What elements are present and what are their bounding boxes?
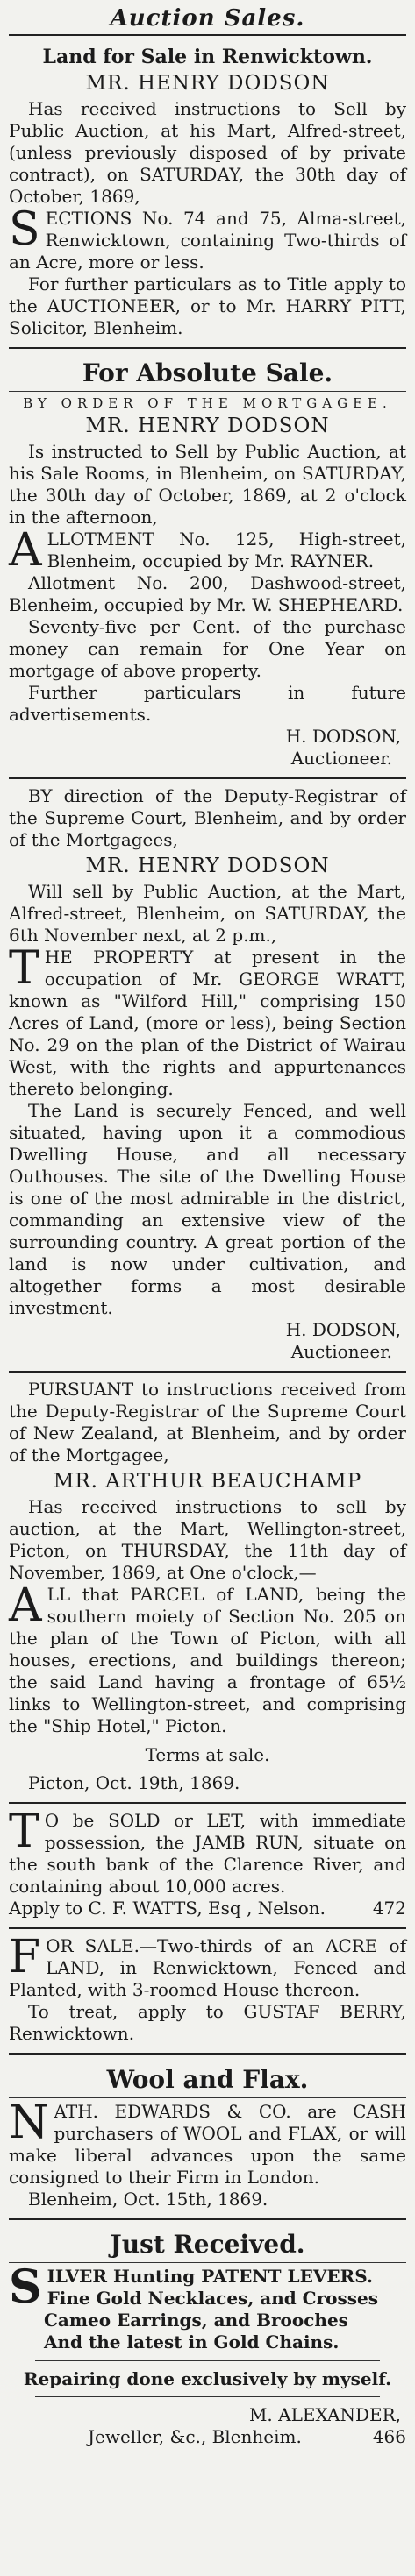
ad-paragraph: Further particulars in future advertisements.	[9, 682, 406, 725]
divider	[9, 2218, 406, 2220]
divider	[9, 2053, 406, 2055]
ad-paragraph: BY direction of the Deputy-Registrar of the Supreme Court, Blenheim, and by order of the Mortgagees,	[9, 785, 406, 850]
ad-land-renwicktown	[9, 39, 406, 344]
ad-paragraph: Seventy-five per Cent. of the purchase money can remain for One Year on mortgage of above property.	[9, 616, 406, 681]
ad-ref-number: 472	[372, 1898, 406, 1919]
signature-role: Auctioneer.	[290, 1341, 392, 1362]
ad-line: And the latest in Gold Chains.	[44, 2331, 340, 2352]
ad-title: Wool and Flax.	[106, 2065, 309, 2094]
divider	[9, 2262, 406, 2263]
signature	[9, 2404, 406, 2426]
apply-line	[9, 1898, 406, 1920]
auctioneer-name: MR. HENRY DODSON	[85, 72, 330, 95]
ad-wool-flax	[9, 2058, 406, 2216]
auctioneer-name: MR. ARTHUR BEAUCHAMP	[53, 1470, 362, 1493]
divider	[9, 1371, 406, 1373]
ad-paragraph: To treat, apply to GUSTAF BERRY, Renwicktown.	[9, 2001, 406, 2044]
ad-paragraph: The Land is securely Fenced, and well situated, having upon it a commodious Dwelling House, and all necessary Outhouses. The site of the Dwelling House is one of the most admirable in the district, commanding an extensive view of the surrounding country. A great portion of the land is now under cultivation, and altogether forms a most desirable investment.	[9, 1100, 406, 1318]
divider	[9, 391, 406, 392]
divider	[35, 2396, 380, 2397]
auctioneer-name: MR. HENRY DODSON	[85, 855, 330, 877]
ad-line: Fine Gold Necklaces, and Crosses	[47, 2288, 378, 2309]
ad-absolute-sale	[9, 351, 406, 775]
terms-line: Terms at sale.	[145, 1744, 270, 1765]
ad-title: For Absolute Sale.	[82, 358, 333, 387]
ad-paragraph: ALLOTMENT No. 125, High-street, Blenheim, occupied by Mr. RAYNER.	[9, 524, 406, 577]
ad-paragraph: FOR SALE.—Two-thirds of an ACRE of LAND, in Renwicktown, Fenced and Planted, with 3-roomed House thereon.	[9, 1931, 406, 2000]
signature-name: M. ALEXANDER,	[248, 2404, 401, 2425]
signature-name: H. DODSON,	[285, 726, 401, 747]
ad-paragraph: ALL that PARCEL of LAND, being the southern moiety of Section No. 205 on the plan of the Town of Picton, with all houses, erections, and buildings thereon; the said Land having a frontage of 65½ links to Wellington-street, and comprising the "Ship Hotel," Picton.	[9, 1579, 406, 1736]
ad-paragraph: Has received instructions to Sell by Public Auction, at his Mart, Alfred-street, (unless previously disposed of by private contract), on SATURDAY, the 30th day of October, 1869,	[9, 98, 406, 207]
ad-paragraph: NATH. EDWARDS & CO. are CASH purchasers of WOOL and FLAX, or will make liberal advances upon the same consigned to their Firm in London.	[9, 2097, 406, 2188]
apply-text: Apply to C. F. WATTS, Esq , Nelson.	[9, 1898, 326, 1919]
ad-paragraph: Is instructed to Sell by Public Auction, at his Sale Rooms, in Blenheim, on SATURDAY, the 30th day of October, 1869, at 2 o'clock in the afternoon,	[9, 441, 406, 528]
divider	[9, 2097, 406, 2098]
auctioneer-name: MR. HENRY DODSON	[85, 415, 330, 437]
ad-wilford-hill	[9, 782, 406, 1368]
ad-paragraph: Allotment No. 200, Dashwood-street, Blenheim, occupied by Mr. W. SHEPHEARD.	[9, 572, 406, 615]
signature-name: H. DODSON,	[285, 1319, 401, 1340]
ad-for-sale-renwicktown	[9, 1932, 406, 2050]
column-header: Auction Sales.	[110, 5, 305, 32]
divider	[9, 1927, 406, 1929]
ad-jamb-run	[9, 1806, 406, 1925]
ad-picton-land	[9, 1375, 406, 1799]
divider	[9, 777, 406, 779]
divider	[9, 347, 406, 349]
signature	[9, 1319, 406, 1363]
signature-role: Jeweller, &c., Blenheim.	[88, 2426, 302, 2447]
repair-line: Repairing done exclusively by myself.	[23, 2368, 392, 2389]
ad-paragraph: For further particulars as to Title apply to the AUCTIONEER, or to Mr. HARRY PITT, Solicitor, Blenheim.	[9, 273, 406, 338]
date-line: Blenheim, Oct. 15th, 1869.	[28, 2189, 268, 2210]
date-line: Picton, Oct. 19th, 1869.	[28, 1772, 240, 1793]
ad-paragraph: Has received instructions to sell by auction, at the Mart, Wellington-street, Picton, on THURSDAY, the 11th day of November, 1869, at One o'clock,—	[9, 1496, 406, 1583]
ad-paragraph: PURSUANT to instructions received from the Deputy-Registrar of the Supreme Court of New Zealand, at Blenheim, and by order of the Mortgagee,	[9, 1379, 406, 1465]
signature-footer	[9, 2426, 406, 2448]
ad-line: Cameo Earrings, and Brooches	[44, 2310, 348, 2331]
ad-title: Land for Sale in Renwicktown.	[42, 46, 373, 68]
signature	[9, 726, 406, 770]
ad-paragraph: TO be SOLD or LET, with immediate possession, the JAMB RUN, situate on the south bank of the Clarence River, and containing about 10,000 acres.	[9, 1806, 406, 1897]
ad-paragraph: Will sell by Public Auction, at the Mart, Alfred-street, Blenheim, on SATURDAY, the 6th November next, at 2 p.m.,	[9, 881, 406, 946]
ad-paragraph: SECTIONS No. 74 and 75, Alma-street, Renwicktown, containing Two-thirds of an Acre, more or less.	[9, 203, 406, 273]
ad-just-received	[9, 2223, 406, 2453]
divider	[35, 2360, 380, 2361]
divider	[9, 1802, 406, 1804]
order-line: BY ORDER OF THE MORTGAGEE.	[23, 395, 392, 411]
ad-ref-number: 466	[372, 2426, 406, 2447]
ad-title: Just Received.	[110, 2230, 305, 2259]
divider	[9, 34, 406, 36]
ad-paragraph: THE PROPERTY at present in the occupation of Mr. GEORGE WRATT, known as "Wilford Hill," comprising 150 Acres of Land, (more or less), being Section No. 29 on the plan of the District of Wairau West, with the rights and appurtenances thereto belonging.	[9, 942, 406, 1099]
signature-role: Auctioneer.	[290, 748, 392, 769]
ad-line: SILVER Hunting PATENT LEVERS.	[9, 2260, 373, 2314]
